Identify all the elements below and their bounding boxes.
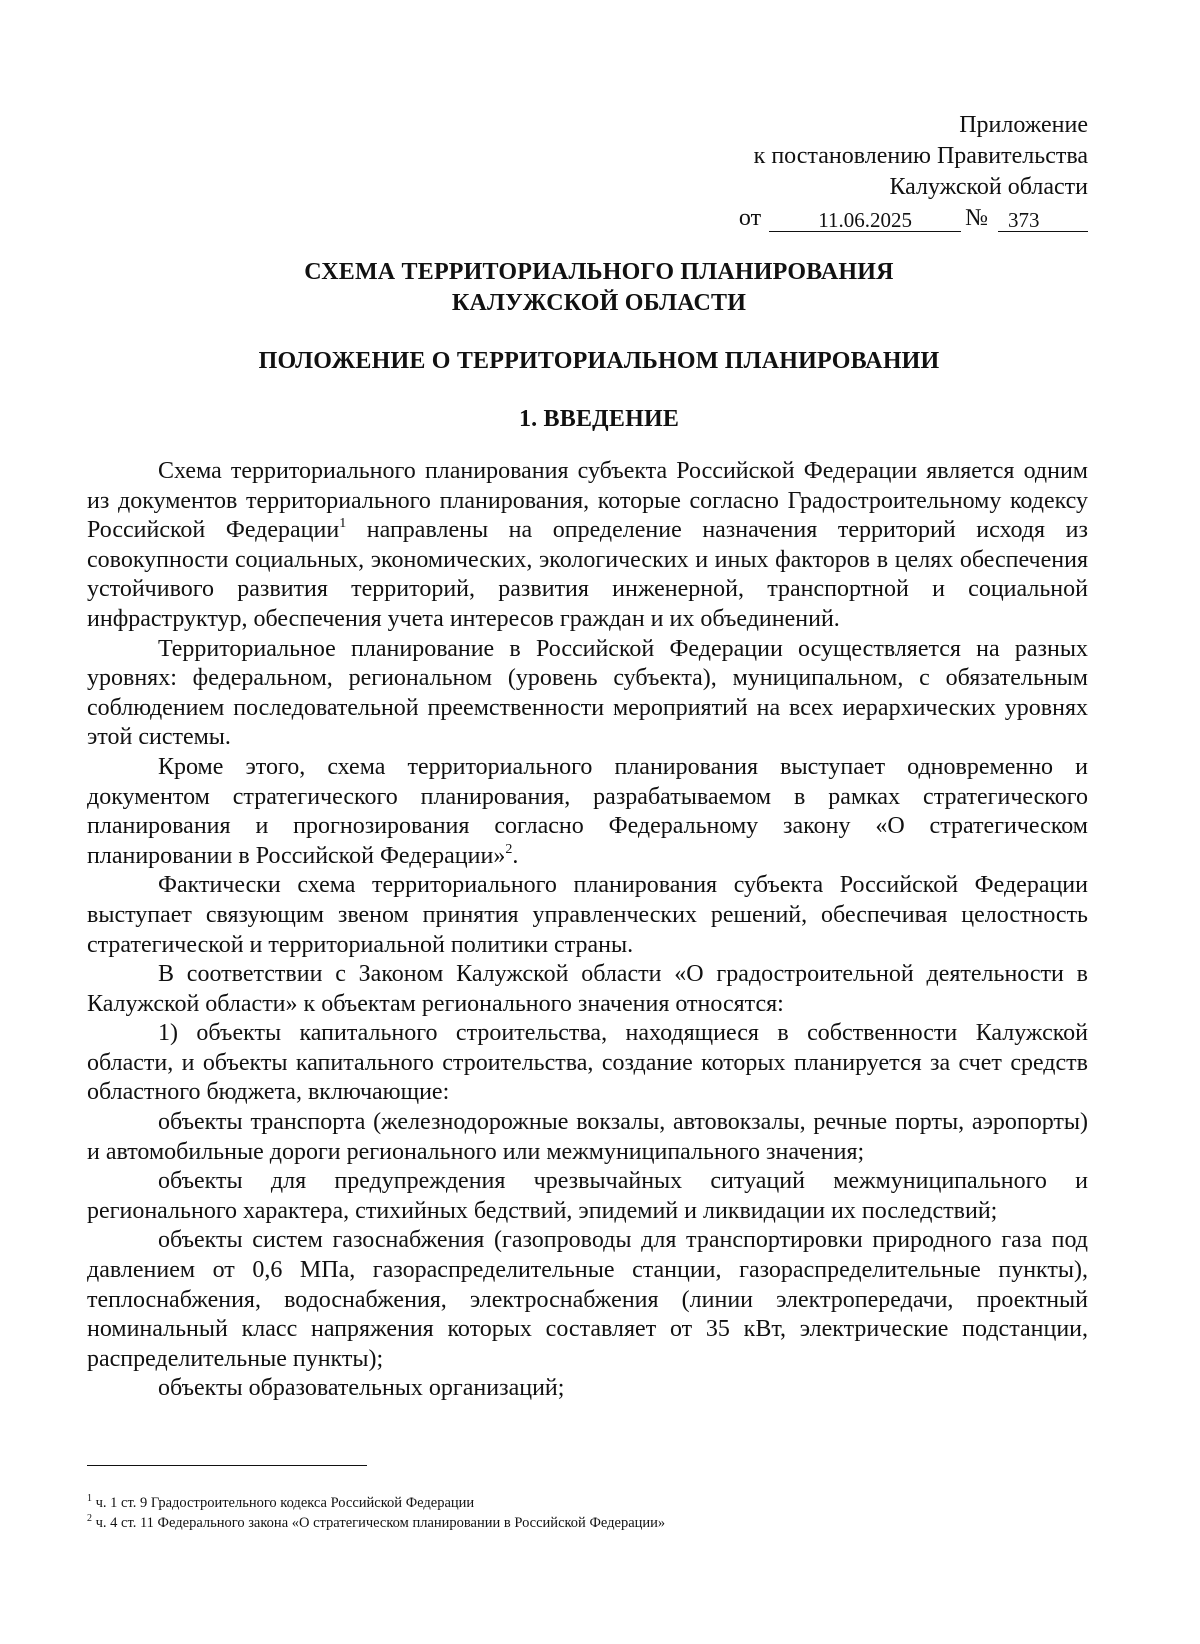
approval-date-line: [739, 203, 1088, 234]
list-item-utilities: объекты систем газоснабжения (газопроводы для транспортировки природного газа под давлением от 0,6 МПа, газораспределительные станции, газораспределительные пункты), теплоснабжения, водоснабжения, электроснабжения (линии электропередачи, проектный номинальный класс напряжения которых составляет от 35 кВт, электрические подстанции, распределительные пункты);: [87, 1227, 1088, 1372]
paragraph-2: Территориальное планирование в Российской Федерации осуществляется на разных уровнях: федеральном, региональном (уровень субъекта), муниципальном, с обязательным соблюдением последовательной преемственности мероприятий на всех иерархических уровнях этой системы.: [87, 635, 1088, 751]
document-subtitle: ПОЛОЖЕНИЕ О ТЕРРИТОРИАЛЬНОМ ПЛАНИРОВАНИИ: [258, 348, 940, 374]
approval-number: 373: [998, 209, 1088, 232]
footnote-separator: [87, 1465, 367, 1466]
approval-block: [739, 110, 1088, 234]
list-item-transport: объекты транспорта (железнодорожные вокзалы, автовокзалы, речные порты, аэропорты) и автомобильные дороги регионального или межмуниципального значения;: [87, 1109, 1088, 1165]
document-title: [120, 257, 1078, 319]
section-heading: 1. ВВЕДЕНИЕ: [518, 406, 680, 432]
list-item-emergency: объекты для предупреждения чрезвычайных ситуаций межмуниципального и регионального характера, стихийных бедствий, эпидемий и ликвидации их последствий;: [87, 1168, 1088, 1224]
footnote-1: $^1$ ч. 1 ст. 9 Градостроительного кодекса Российской Федерации: [87, 1493, 475, 1511]
paragraph-4: Фактически схема территориального планирования субъекта Российской Федерации выступает связующим звеном принятия управленческих решений, обеспечивая целостность стратегической и территориальной политики страны.: [87, 872, 1088, 958]
footnote-ref-1: 1: [339, 516, 347, 532]
from-label: от: [738, 205, 762, 231]
list-item-education: объекты образовательных организаций;: [158, 1375, 565, 1402]
paragraph-1: Схема территориального планирования субъекта Российской Федерации является одним из документов территориального планирования, которые согласно Градостроительному кодексу Российской Федерации$^1$ направлены на определение назначения территорий исходя из совокупности социальных, экономических, экологических и иных факторов в целях обеспечения устойчивого развития территорий, развития инженерной, транспортной и социальной инфраструктур, обеспечения учета интересов граждан и их объединений.: [87, 458, 1088, 632]
footnote-ref-2: 2: [505, 841, 513, 857]
number-label: №: [965, 205, 988, 231]
document-body: [87, 457, 1088, 1404]
title-line-1: СХЕМА ТЕРРИТОРИАЛЬНОГО ПЛАНИРОВАНИЯ: [304, 259, 894, 285]
paragraph-3: Кроме этого, схема территориального планирования выступает одновременно и документом стратегического планирования, разрабатываемом в рамках стратегического планирования и прогнозирования согласно Федеральному закону «О стратегическом планировании в Российской Федерации»$^2$.: [87, 753, 1088, 869]
approval-date: 11.06.2025: [769, 209, 961, 232]
footnotes: [87, 1493, 1087, 1533]
footnote-2: $^2$ ч. 4 ст. 11 Федерального закона «О стратегическом планировании в Российской Федерации»: [87, 1513, 666, 1531]
title-line-2: КАЛУЖСКОЙ ОБЛАСТИ: [451, 290, 747, 316]
list-item-1: 1) объекты капитального строительства, находящиеся в собственности Калужской области, и объекты капитального строительства, создание которых планируется за счет средств областного бюджета, включающие:: [87, 1020, 1088, 1106]
approval-region: Калужской области: [889, 174, 1088, 200]
approval-title: Приложение: [959, 112, 1088, 138]
approval-resolution: к постановлению Правительства: [753, 143, 1088, 169]
paragraph-5: В соответствии с Законом Калужской области «О градостроительной деятельности в Калужской области» к объектам регионального значения относятся:: [87, 961, 1088, 1017]
